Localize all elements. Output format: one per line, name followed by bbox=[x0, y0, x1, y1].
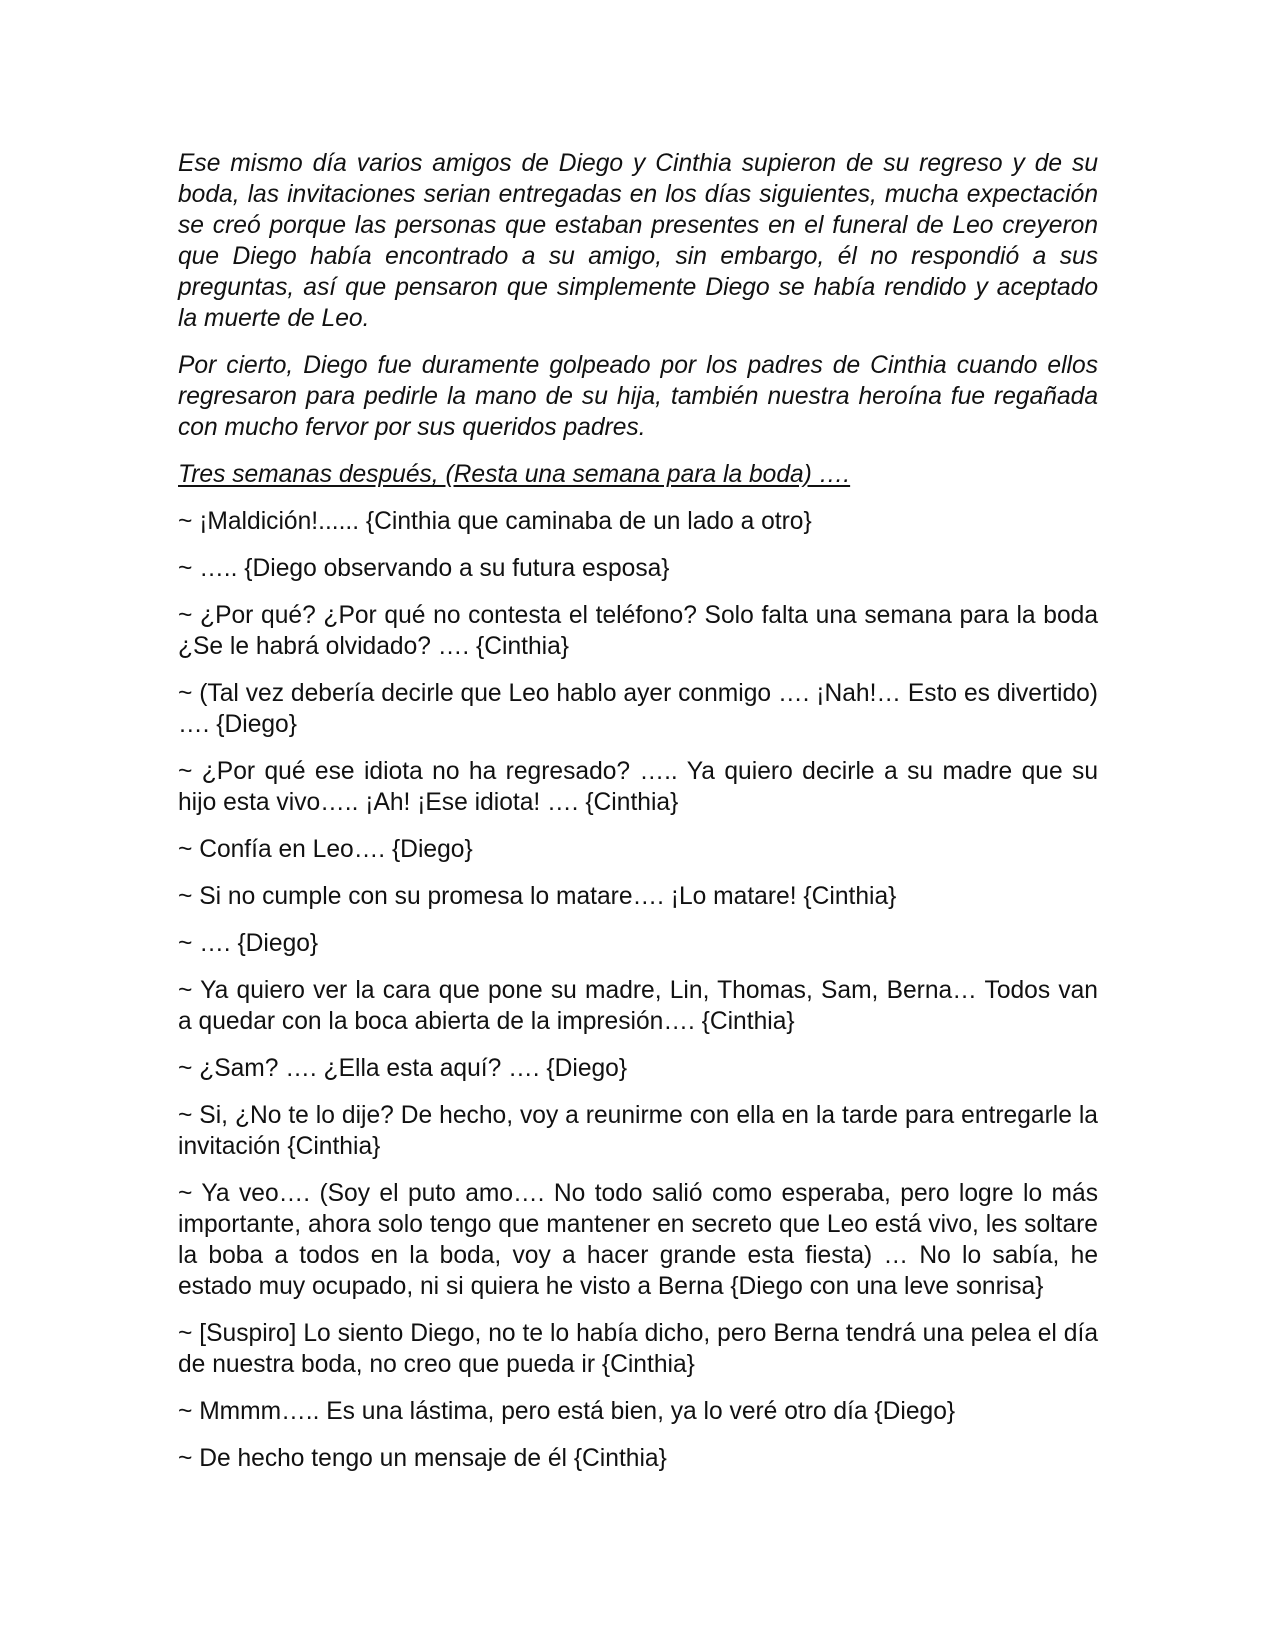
dialogue-line-7: ~ Si no cumple con su promesa lo matare…. ¡Lo matare! {Cinthia} bbox=[178, 883, 897, 910]
dialogue-line-14: ~ Mmmm….. Es una lástima, pero está bien, ya lo veré otro día {Diego} bbox=[178, 1398, 956, 1425]
dialogue-line-12: ~ Ya veo…. (Soy el puto amo…. No todo salió como esperaba, pero logre lo más importante, ahora solo tengo que mantener en secreto que Leo está vivo, les soltare la boba a todos en la boda, voy a hacer grande esta fiesta) … No lo sabía, he estado muy ocupado, ni si quiera he visto a Berna {Diego con una leve sonrisa} bbox=[178, 1180, 1098, 1300]
section-heading: Tres semanas después, (Resta una semana para la boda) …. bbox=[178, 461, 851, 488]
dialogue-line-9: ~ Ya quiero ver la cara que pone su madre, Lin, Thomas, Sam, Berna… Todos van a quedar con la boca abierta de la impresión…. {Cinthia} bbox=[178, 977, 1098, 1035]
document-page bbox=[178, 148, 1098, 1490]
dialogue-line-11: ~ Si, ¿No te lo dije? De hecho, voy a reunirme con ella en la tarde para entregarle la invitación {Cinthia} bbox=[178, 1102, 1098, 1160]
dialogue-line-6: ~ Confía en Leo…. {Diego} bbox=[178, 836, 473, 863]
dialogue-line-13: ~ [Suspiro] Lo siento Diego, no te lo había dicho, pero Berna tendrá una pelea el día de nuestra boda, no creo que pueda ir {Cinthia} bbox=[178, 1320, 1098, 1378]
dialogue-line-2: ~ ….. {Diego observando a su futura esposa} bbox=[178, 555, 670, 582]
dialogue-line-3: ~ ¿Por qué? ¿Por qué no contesta el teléfono? Solo falta una semana para la boda ¿Se le habrá olvidado? …. {Cinthia} bbox=[178, 602, 1098, 660]
dialogue-line-10: ~ ¿Sam? …. ¿Ella esta aquí? …. {Diego} bbox=[178, 1055, 628, 1082]
narrative-paragraph-2: Por cierto, Diego fue duramente golpeado por los padres de Cinthia cuando ellos regresaron para pedirle la mano de su hija, también nuestra heroína fue regañada con mucho fervor por sus queridos padres. bbox=[178, 352, 1098, 441]
dialogue-line-8: ~ …. {Diego} bbox=[178, 930, 319, 957]
dialogue-line-4: ~ (Tal vez debería decirle que Leo hablo ayer conmigo …. ¡Nah!… Esto es divertido) …. {Diego} bbox=[178, 680, 1098, 738]
dialogue-line-15: ~ De hecho tengo un mensaje de él {Cinthia} bbox=[178, 1445, 667, 1472]
dialogue-line-5: ~ ¿Por qué ese idiota no ha regresado? ….. Ya quiero decirle a su madre que su hijo esta vivo….. ¡Ah! ¡Ese idiota! …. {Cinthia} bbox=[178, 758, 1098, 816]
dialogue-line-1: ~ ¡Maldición!...... {Cinthia que caminaba de un lado a otro} bbox=[178, 508, 812, 535]
narrative-paragraph-1: Ese mismo día varios amigos de Diego y Cinthia supieron de su regreso y de su boda, las invitaciones serian entregadas en los días siguientes, mucha expectación se creó porque las personas que estaban presentes en el funeral de Leo creyeron que Diego había encontrado a su amigo, sin embargo, él no respondió a sus preguntas, así que pensaron que simplemente Diego se había rendido y aceptado la muerte de Leo. bbox=[178, 150, 1098, 332]
